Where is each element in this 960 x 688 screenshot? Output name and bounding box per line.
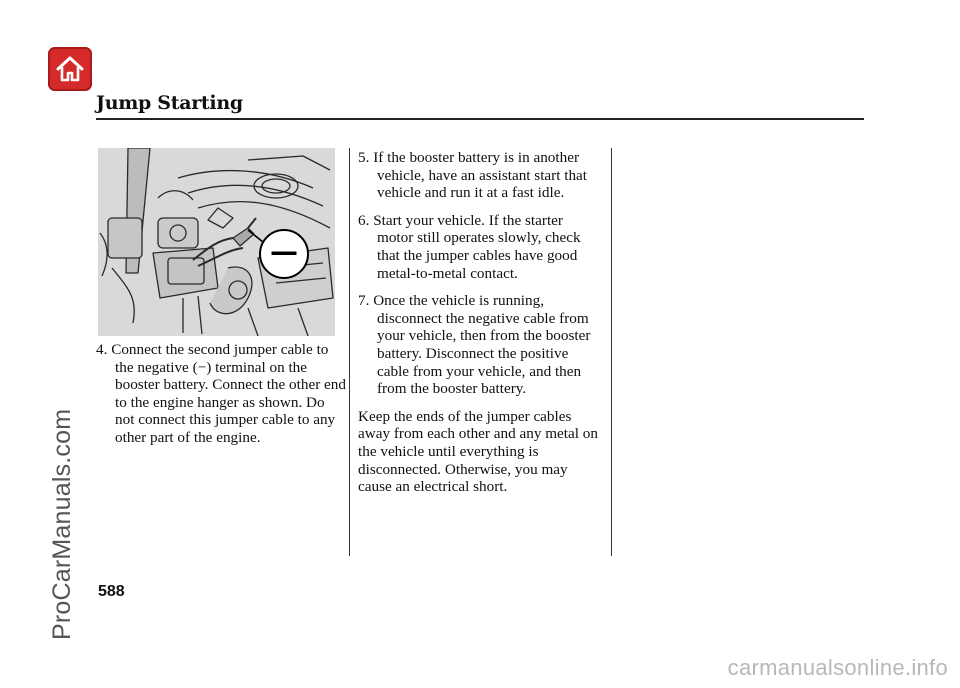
step-7: 7. Once the vehicle is running, disconnect the negative cable from your vehicle, then from the booster battery. Disconnect the positive cable from your vehicle, and then from the booster battery.	[358, 292, 591, 398]
home-button[interactable]	[48, 47, 92, 91]
column-1	[96, 341, 346, 457]
side-watermark: ProCarManuals.com	[48, 408, 76, 640]
column-2	[358, 149, 603, 496]
column-divider-1	[349, 148, 350, 556]
home-icon	[54, 53, 86, 85]
caution-note: Keep the ends of the jumper cables away from each other and any metal on the vehicle until everything is disconnected. Otherwise, you may cause an electrical short.	[358, 407, 598, 496]
column-divider-2	[611, 148, 612, 556]
step-6: 6. Start your vehicle. If the starter motor still operates slowly, check that the jumper cables have good metal-to-metal contact.	[358, 211, 581, 282]
section-title: Jump Starting	[96, 92, 243, 114]
negative-callout-symbol: —	[270, 235, 298, 268]
bottom-watermark: carmanualsonline.info	[727, 655, 948, 680]
step-5: 5. If the booster battery is in another vehicle, have an assistant start that vehicle and run it at a fast idle.	[358, 149, 588, 202]
step-4: 4. Connect the second jumper cable to the negative (−) terminal on the booster battery. Connect the other end to the engine hanger as shown. Do not connect this jumper cable to any other part of the engine.	[96, 341, 346, 446]
page-number: 588	[98, 583, 125, 600]
title-divider	[96, 118, 864, 120]
engine-illustration	[98, 148, 335, 336]
